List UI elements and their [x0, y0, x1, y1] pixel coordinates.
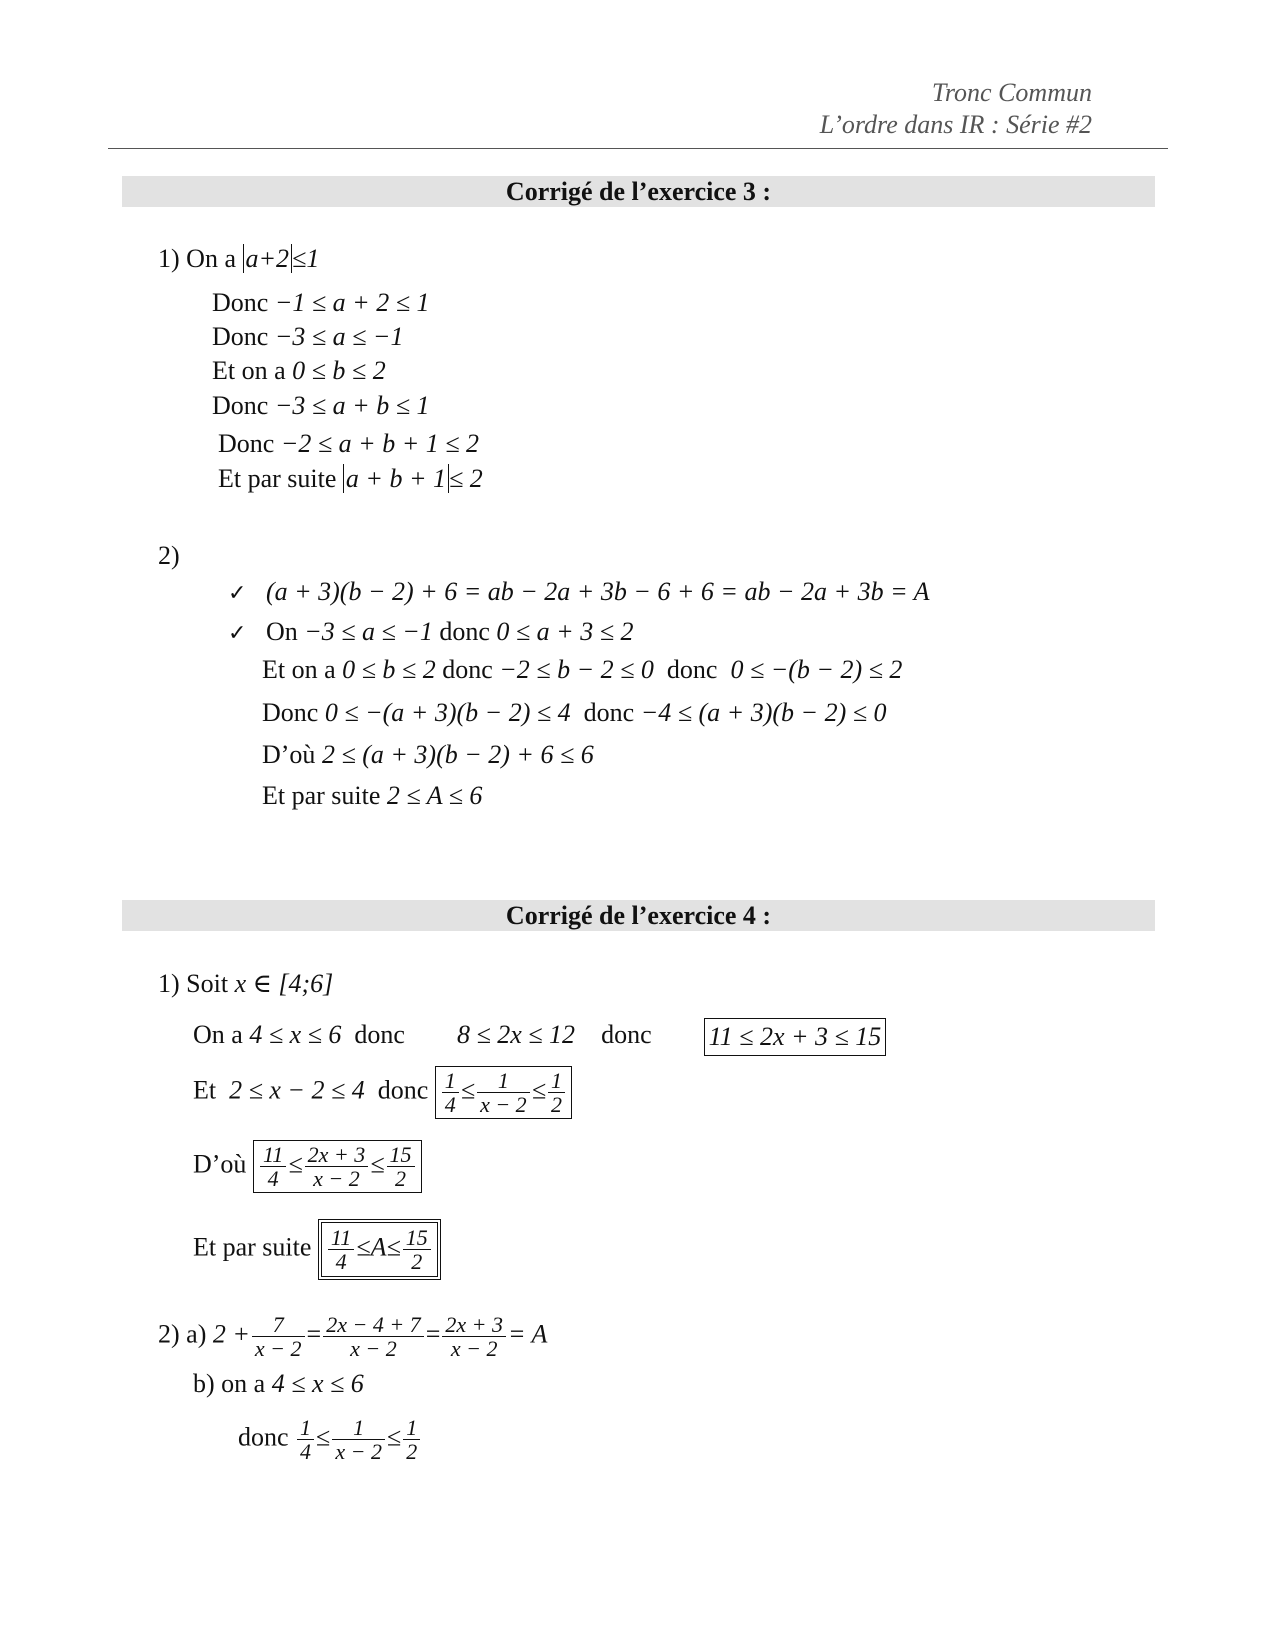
ex3-q1-l6	[218, 463, 483, 495]
ex3-q1-tail: ≤1	[292, 244, 320, 273]
expr: 2 ≤ x − 2 ≤ 4	[229, 1075, 365, 1105]
ex3-q2-l3	[262, 654, 902, 686]
ex3-q1-num: 1)	[158, 244, 180, 273]
fraction: $\frac{1}{x - 2}$	[332, 1416, 385, 1463]
label: b) on a	[193, 1369, 266, 1398]
expr2: −4 ≤ (a + 3)(b − 2) ≤ 0	[640, 698, 887, 727]
ex3-q1-l3	[212, 355, 386, 387]
ex3-q2-l5	[262, 739, 594, 771]
fraction: $\frac{11}{4}$	[260, 1143, 286, 1190]
ex4-q2-a: 2) a) 2 + $\frac{7}{x - 2}$ = $\frac{2x - 4 + 7}{x - 2}$ = $\frac{2x + 3}{x - 2}$ = A	[158, 1312, 548, 1362]
boxed-inequality: $\frac{1}{4}$ ≤ $\frac{1}{x - 2}$ ≤ $\frac{1}{2}$	[435, 1066, 572, 1119]
expr: −1 ≤ a + 2 ≤ 1	[274, 288, 430, 317]
header-course: Tronc Commun	[931, 78, 1092, 107]
word: Et par suite	[193, 1232, 312, 1262]
mid1: donc	[442, 655, 493, 684]
ex3-q1-l4	[212, 390, 429, 422]
ex3-q2-num: 2)	[158, 541, 180, 570]
expr: −3 ≤ a + b ≤ 1	[274, 391, 430, 420]
exercise-3-title: Corrigé de l’exercice 3 :	[122, 176, 1155, 207]
mid2: donc	[666, 655, 718, 684]
word: Et	[193, 1075, 217, 1105]
word: Et on a	[262, 655, 336, 684]
tail: ≤ 2	[449, 464, 483, 493]
expr: 2 ≤ (a + 3)(b − 2) + 6 ≤ 6	[321, 740, 594, 769]
ex3-q1-abs: a+2	[243, 244, 293, 273]
ex3-q1-intro: On a	[186, 244, 236, 273]
fraction: $\frac{7}{x - 2}$	[252, 1313, 305, 1360]
ex4-q1-l4	[193, 1219, 441, 1280]
fraction: $\frac{11}{4}$	[328, 1226, 354, 1273]
expr1: 0 ≤ −(a + 3)(b − 2) ≤ 4	[324, 698, 571, 727]
ex4-q2-b-donc: donc $\frac{1}{4}$ ≤ $\frac{1}{x - 2}$ ≤ $\frac{1}{2}$	[238, 1416, 422, 1463]
expr: x ∈ [4;6]	[234, 969, 334, 998]
mid: donc	[377, 1075, 429, 1105]
expr1: −3 ≤ a ≤ −1	[304, 617, 433, 646]
fraction: $\frac{2x - 4 + 7}{x - 2}$	[323, 1313, 423, 1360]
ex3-q1-l1	[212, 287, 429, 319]
pre: 2 +	[212, 1319, 250, 1349]
word: Et par suite	[262, 781, 381, 810]
word: Donc	[212, 322, 269, 351]
fraction: $\frac{1}{4}$	[442, 1069, 459, 1116]
word: Donc	[262, 698, 319, 727]
word: On	[265, 617, 298, 646]
header-rule	[108, 148, 1168, 149]
fraction: $\frac{2x + 3}{x - 2}$	[305, 1143, 369, 1190]
exercise-4-title: Corrigé de l’exercice 4 :	[122, 900, 1155, 931]
fraction: $\frac{1}{2}$	[403, 1416, 420, 1463]
ex4-q1-l1	[193, 1018, 886, 1056]
ex3-q2-check2	[228, 616, 634, 650]
word: D’où	[262, 740, 316, 769]
abs-expr: a + b + 1	[343, 464, 449, 493]
expr: 4 ≤ x ≤ 6	[271, 1369, 364, 1398]
label: a)	[186, 1319, 207, 1349]
check-icon: ✓	[228, 621, 247, 646]
mid2: donc	[601, 1019, 652, 1049]
fraction: $\frac{2x + 3}{x - 2}$	[442, 1313, 506, 1360]
expr1: 4 ≤ x ≤ 6	[249, 1019, 342, 1049]
ex4-q1-l2	[193, 1066, 572, 1119]
expr: (a + 3)(b − 2) + 6 = ab − 2a + 3b − 6 + 6 = ab − 2a + 3b = A	[265, 577, 930, 606]
mid1: donc	[354, 1019, 405, 1049]
expr2: −2 ≤ b − 2 ≤ 0	[499, 655, 654, 684]
expr: −2 ≤ a + b + 1 ≤ 2	[280, 429, 480, 458]
expr: 0 ≤ b ≤ 2	[292, 356, 386, 385]
ex3-q2-l6	[262, 780, 482, 812]
word: Et par suite	[218, 464, 337, 493]
ex3-q1-l5	[218, 428, 479, 460]
header-series: L’ordre dans IR : Série #2	[819, 110, 1092, 139]
ex4-q1-soit	[158, 968, 333, 1000]
boxed-inequality: $\frac{11}{4}$ ≤ $\frac{2x + 3}{x - 2}$ ≤ $\frac{15}{2}$	[253, 1140, 422, 1193]
fraction: $\frac{15}{2}$	[387, 1143, 415, 1190]
ex3-q1-line	[158, 243, 319, 275]
ex3-q2-check1	[228, 576, 930, 610]
expr: 2 ≤ A ≤ 6	[386, 781, 483, 810]
expr3: 0 ≤ −(b − 2) ≤ 2	[730, 655, 903, 684]
word: Donc	[212, 391, 269, 420]
word: Et on a	[212, 356, 286, 385]
tail: = A	[507, 1319, 548, 1349]
expr1: 0 ≤ b ≤ 2	[342, 655, 436, 684]
ex4-q2-b	[193, 1368, 364, 1400]
ex3-q1-l2	[212, 321, 403, 353]
num: 2)	[158, 1319, 180, 1349]
word: Soit	[186, 969, 229, 998]
expr: −3 ≤ a ≤ −1	[274, 322, 404, 351]
expr2: 0 ≤ a + 3 ≤ 2	[496, 617, 634, 646]
boxed-result: 11 ≤ 2x + 3 ≤ 15	[704, 1018, 887, 1056]
word: donc	[238, 1422, 289, 1452]
num: 1)	[158, 969, 180, 998]
fraction: $\frac{1}{4}$	[297, 1416, 314, 1463]
fraction: $\frac{1}{x - 2}$	[477, 1069, 530, 1116]
word: D’où	[193, 1149, 247, 1179]
fraction: $\frac{1}{2}$	[548, 1069, 565, 1116]
check-icon: ✓	[228, 581, 247, 606]
word: Donc	[218, 429, 275, 458]
word: Donc	[212, 288, 269, 317]
expr2: 8 ≤ 2x ≤ 12	[456, 1019, 576, 1049]
word: On a	[193, 1019, 243, 1049]
ex4-q1-l3	[193, 1140, 422, 1193]
ex3-q2-l4	[262, 697, 887, 729]
double-boxed-result: $\frac{11}{4}$ ≤A≤ $\frac{15}{2}$	[318, 1219, 441, 1280]
mid: donc	[439, 617, 490, 646]
mid: donc	[583, 698, 635, 727]
fraction: $\frac{15}{2}$	[403, 1226, 431, 1273]
